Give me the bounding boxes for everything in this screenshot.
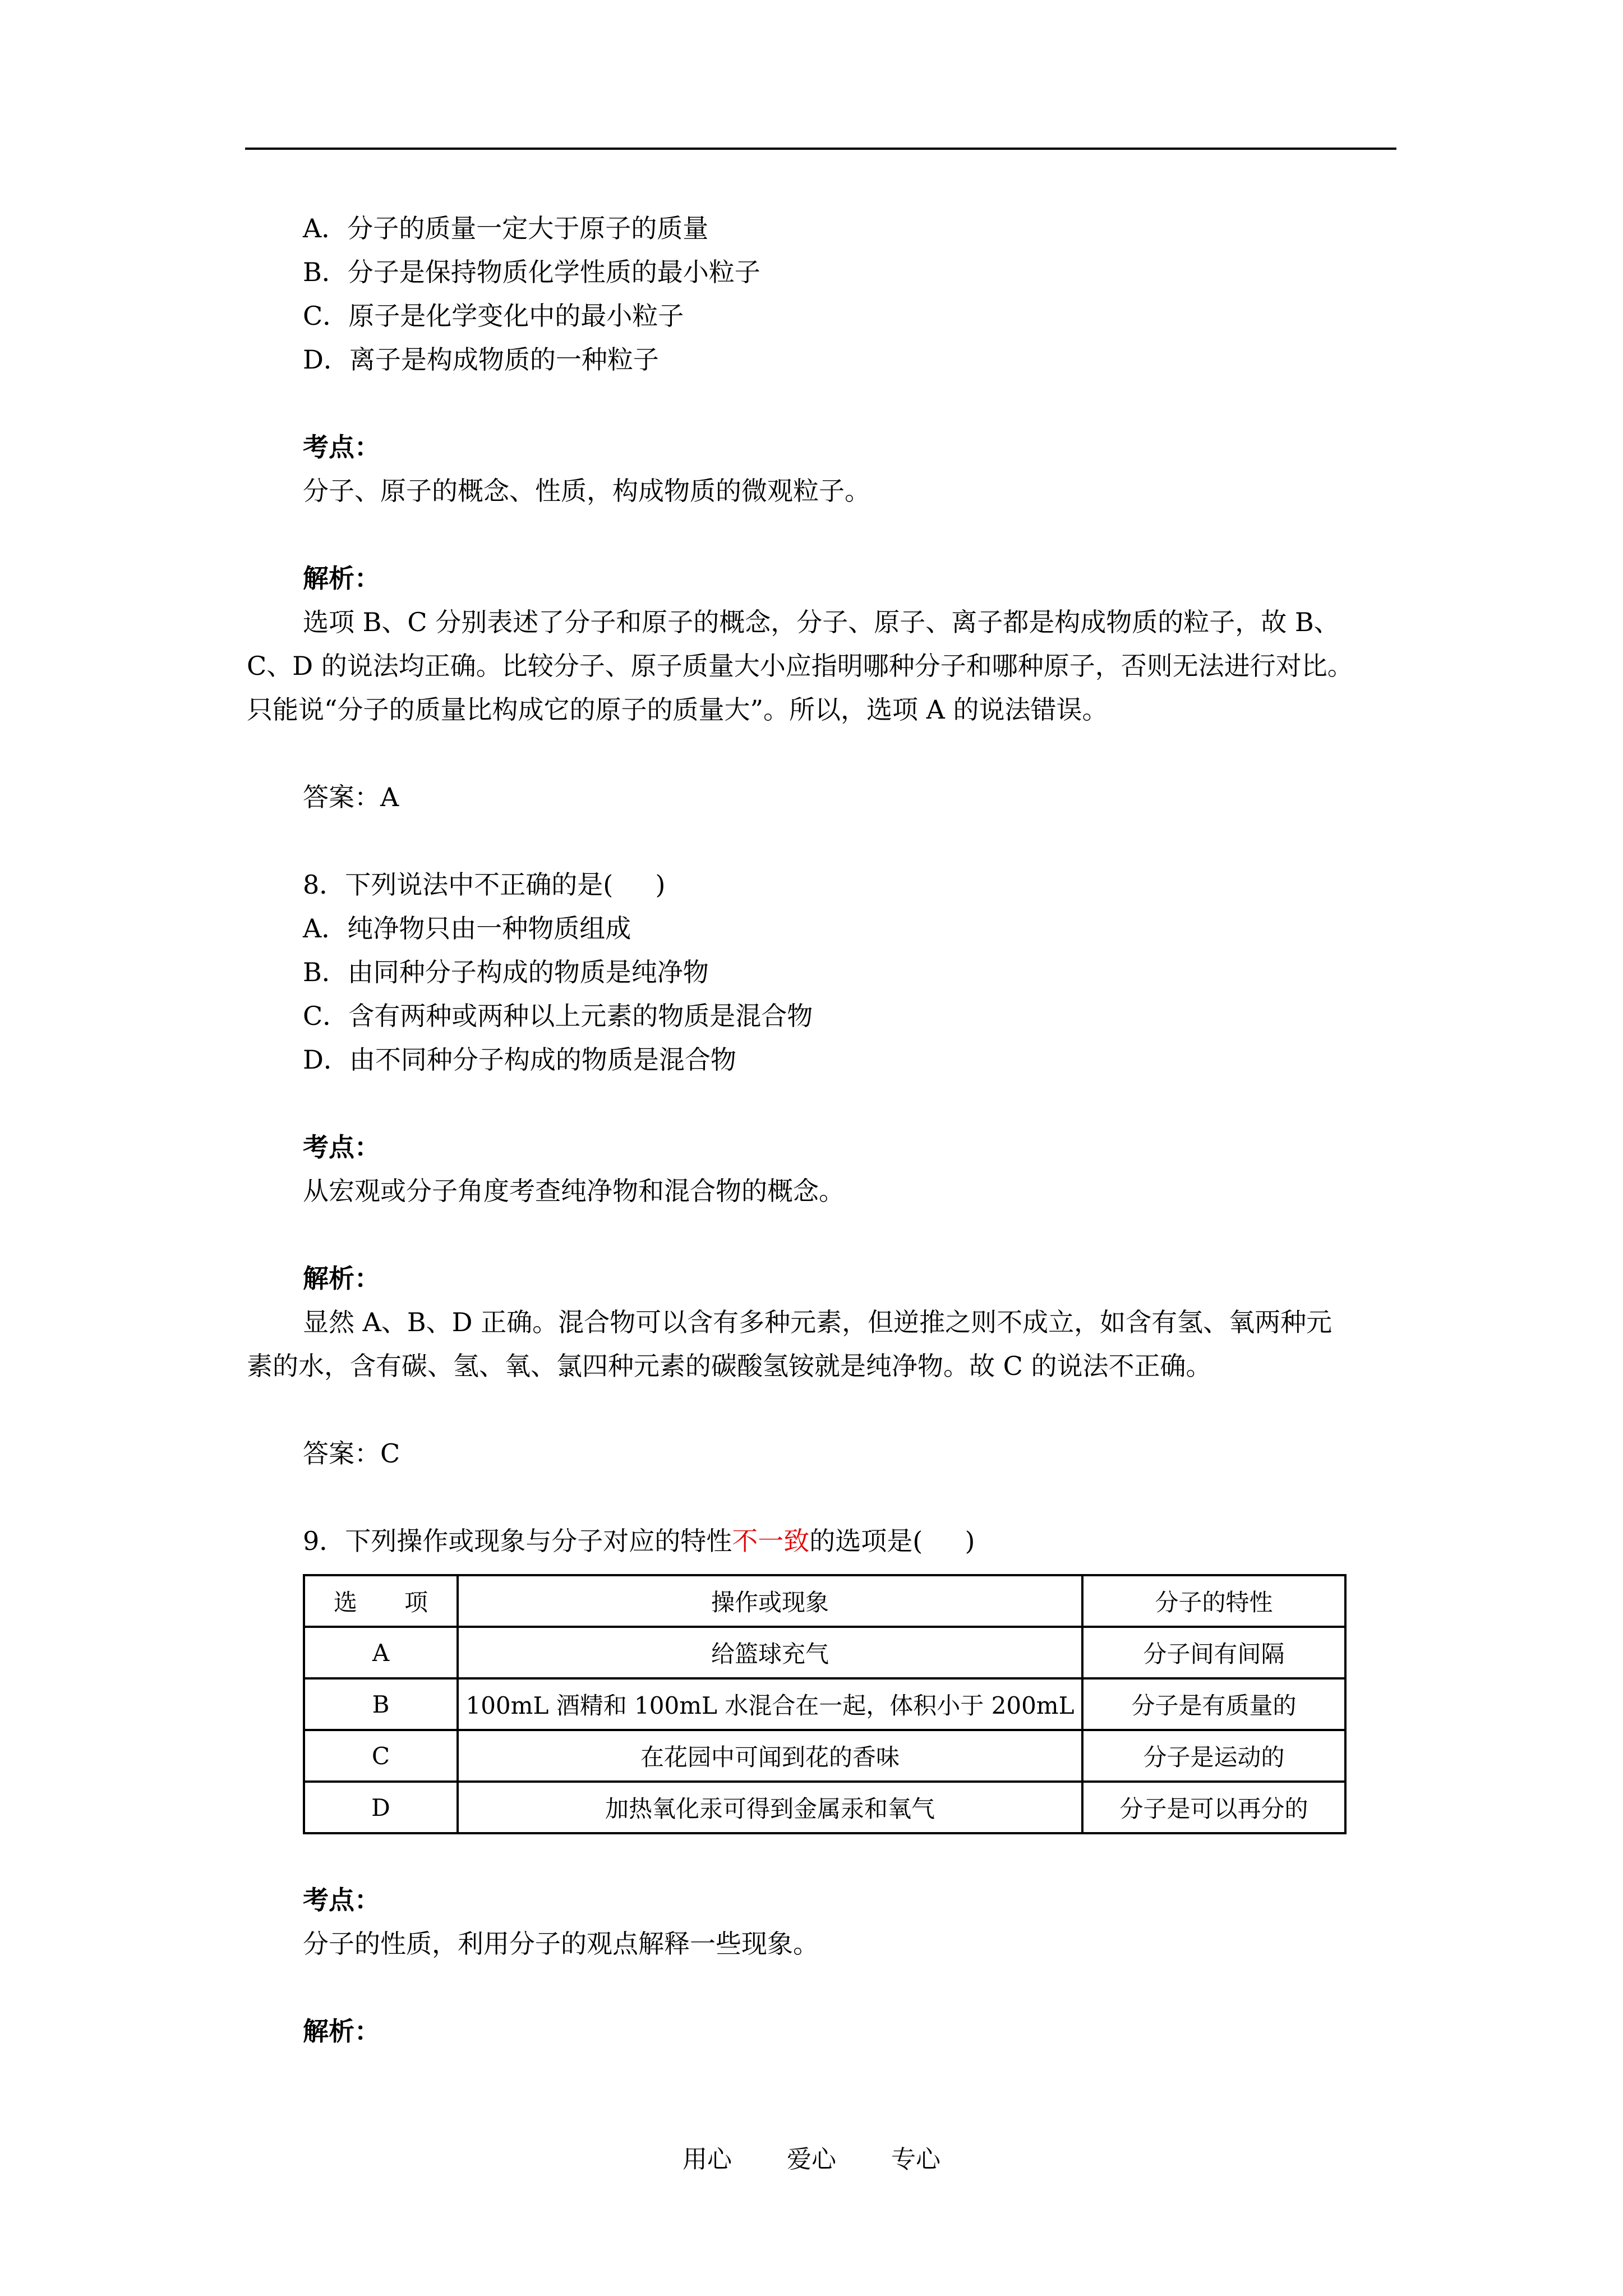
q7-option-c: C．原子是化学变化中的最小粒子 xyxy=(303,301,684,331)
table-cell: C xyxy=(304,1730,458,1782)
q8-option-d: D．由不同种分子构成的物质是混合物 xyxy=(303,1045,736,1075)
q8-jiexi-line-2: 素的水，含有碳、氢、氧、氯四种元素的碳酸氢铵就是纯净物。故 C 的说法不正确。 xyxy=(247,1351,1212,1381)
q7-jiexi-line-1: 选项 B、C 分别表述了分子和原子的概念，分子、原子、离子都是构成物质的粒子，故 B、 xyxy=(303,607,1340,637)
footer-text-2: 爱心 xyxy=(787,2145,836,2174)
q9-stem xyxy=(247,1519,1396,1563)
table-header-cell: 选 项 xyxy=(304,1575,458,1627)
table-cell: 100mL 酒精和 100mL 水混合在一起，体积小于 200mL xyxy=(458,1678,1082,1730)
q9-kaodian-label: 考点： xyxy=(303,1885,380,1915)
q9-jiexi-label: 解析： xyxy=(303,2016,380,2046)
page-footer xyxy=(0,2143,1623,2177)
table-header-cell: 分子的特性 xyxy=(1082,1575,1345,1627)
q7-option-d: D．离子是构成物质的一种粒子 xyxy=(303,344,659,375)
table-row xyxy=(304,1678,1345,1730)
table-cell: 给篮球充气 xyxy=(458,1627,1082,1678)
q8-option-c: C．含有两种或两种以上元素的物质是混合物 xyxy=(303,1001,813,1031)
q8-jiexi-line-1: 显然 A、B、D 正确。混合物可以含有多种元素，但逆推之则不成立，如含有氢、氧两种元 xyxy=(303,1307,1332,1337)
table-cell: 分子是可以再分的 xyxy=(1082,1782,1345,1833)
q8-option-b: B．由同种分子构成的物质是纯净物 xyxy=(303,957,709,987)
q8-stem: 8．下列说法中不正确的是( ) xyxy=(303,869,666,900)
header-rule xyxy=(245,148,1396,150)
table-row xyxy=(304,1782,1345,1833)
q7-kaodian-label: 考点： xyxy=(303,432,380,462)
table-cell: 加热氧化汞可得到金属汞和氧气 xyxy=(458,1782,1082,1833)
q8-kaodian-text: 从宏观或分子角度考查纯净物和混合物的概念。 xyxy=(303,1176,845,1206)
table-cell: 在花园中可闻到花的香味 xyxy=(458,1730,1082,1782)
table-cell: A xyxy=(304,1627,458,1678)
footer-text-3: 专心 xyxy=(891,2145,940,2174)
table-header-cell: 操作或现象 xyxy=(458,1575,1082,1627)
table-row xyxy=(304,1627,1345,1678)
q7-option-b: B．分子是保持物质化学性质的最小粒子 xyxy=(303,257,760,287)
q9-stem-emphasis: 不一致 xyxy=(732,1526,810,1556)
table-row xyxy=(304,1730,1345,1782)
page-content xyxy=(247,206,1396,2053)
q7-answer: 答案：A xyxy=(303,782,399,812)
table-cell: 分子是运动的 xyxy=(1082,1730,1345,1782)
table-cell: B xyxy=(304,1678,458,1730)
q7-jiexi-label: 解析： xyxy=(303,563,380,593)
q7-jiexi-line-2: C、D 的说法均正确。比较分子、原子质量大小应指明哪种分子和哪种原子，否则无法进行对比。 xyxy=(247,651,1353,681)
q8-jiexi-label: 解析： xyxy=(303,1263,380,1294)
q9-stem-after: 的选项是( ) xyxy=(809,1526,975,1556)
table-header-row xyxy=(304,1575,1345,1627)
table-cell: 分子是有质量的 xyxy=(1082,1678,1345,1730)
table-cell: D xyxy=(304,1782,458,1833)
q8-kaodian-label: 考点： xyxy=(303,1132,380,1162)
q7-jiexi-line-3: 只能说“分子的质量比构成它的原子的质量大”。所以，选项 A 的说法错误。 xyxy=(247,694,1108,725)
q9-stem-before: 9．下列操作或现象与分子对应的特性 xyxy=(303,1526,732,1556)
table-cell: 分子间有间隔 xyxy=(1082,1627,1345,1678)
q8-answer: 答案：C xyxy=(303,1438,400,1469)
q7-kaodian-text: 分子、原子的概念、性质，构成物质的微观粒子。 xyxy=(303,476,870,506)
q9-kaodian-text: 分子的性质，利用分子的观点解释一些现象。 xyxy=(303,1929,819,1959)
q9-options-table xyxy=(303,1574,1347,1834)
footer-text-1: 用心 xyxy=(683,2145,732,2174)
q8-option-a: A．纯净物只由一种物质组成 xyxy=(303,913,631,944)
q7-option-a: A．分子的质量一定大于原子的质量 xyxy=(303,213,709,243)
